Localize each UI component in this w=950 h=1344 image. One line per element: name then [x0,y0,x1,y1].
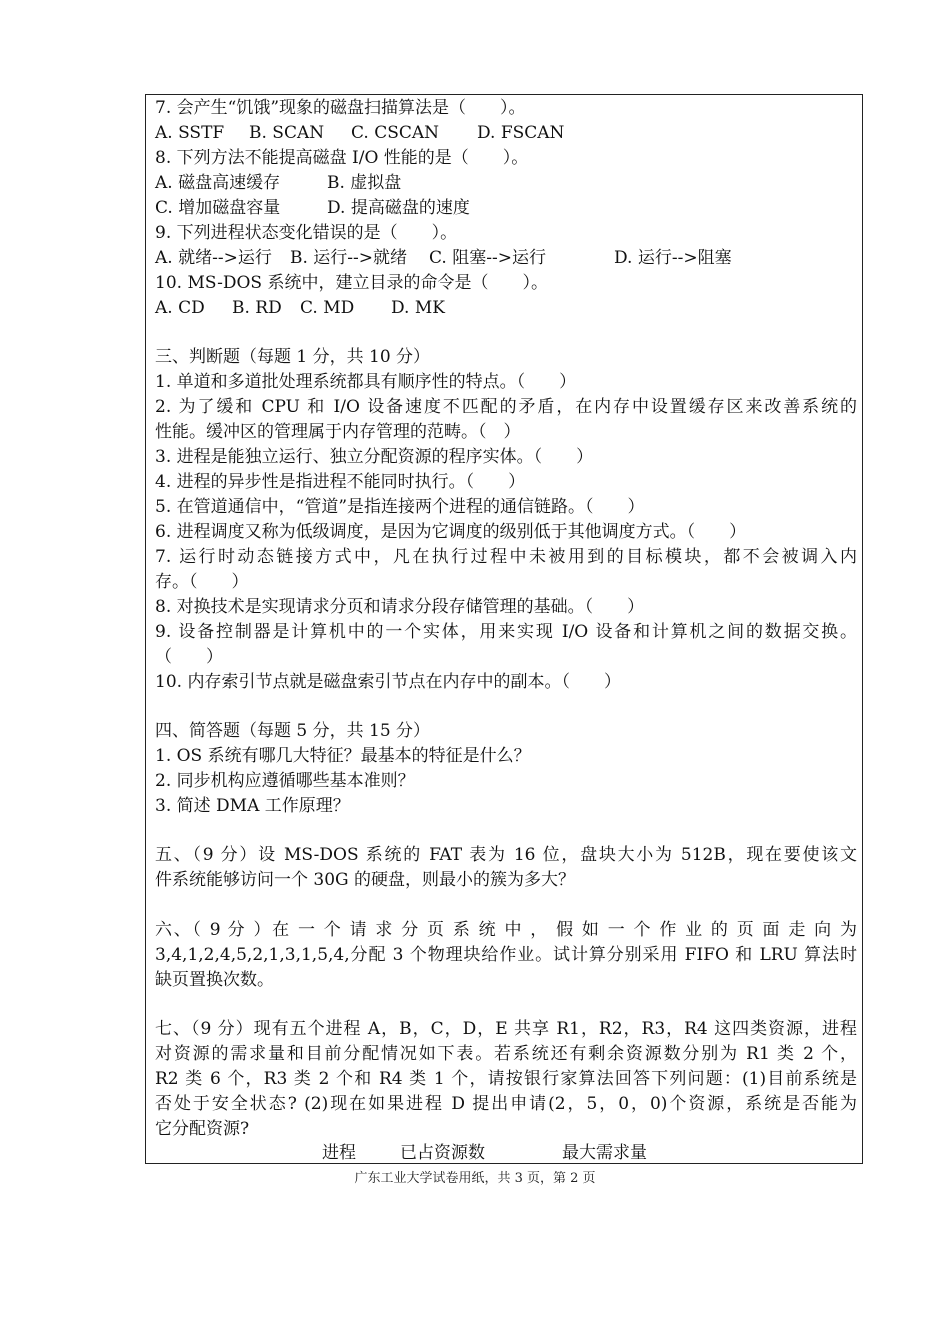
text-line: 件系统能够访问一个 30G 的硬盘，则最小的簇为多大？ [155,870,576,890]
option-text: D. MK [391,298,445,318]
option-text: A. CD [155,298,205,318]
text-line: 3,4,1,2,4,5,2,1,3,1,5,4,分配 3 个物理块给作业。试计算分别采用 FIFO 和 LRU 算法时 [155,945,857,965]
text-line: 否处于安全状态? (2)现在如果进程 D 提出申请(2，5，0，0)个资源，系统是否能为 [155,1094,857,1114]
option-text: A. 就绪-->运行 [155,248,272,268]
text-line: 10. MS-DOS 系统中，建立目录的命令是（ ）。 [155,273,548,293]
table-header-allocated: 已占资源数 [400,1143,485,1163]
option-text: B. RD [232,298,282,318]
text-line: 缺页置换次数。 [155,970,274,990]
text-line: 3. 简述 DMA 工作原理？ [155,796,350,816]
text-line: 6. 进程调度又称为低级调度，是因为它调度的级别低于其他调度方式。（ ） [155,522,747,542]
text-line: 9. 下列进程状态变化错误的是（ ）。 [155,223,458,243]
text-line: 七、（9 分）现有五个进程 A，B，C，D，E 共享 R1，R2，R3，R4 这四类资源，进程 [155,1019,857,1039]
text-line: 五、（9 分）设 MS-DOS 系统的 FAT 表为 16 位，盘块大小为 512B，现在要使该文 [155,845,857,865]
option-text: D. 运行-->阻塞 [614,248,732,268]
text-line: 六、（ 9 分 ）在 一 个 请 求 分 页 系 统 中 ， 假 如 一 个 作 业 的 页 面 走 向 为 [155,920,857,940]
text-line: （ ） [155,647,223,667]
text-line: 对资源的需求量和目前分配情况如下表。若系统还有剩余资源数分别为 R1 类 2 个， [155,1044,857,1064]
text-line: 2. 同步机构应遵循哪些基本准则？ [155,771,415,791]
text-line: 9. 设备控制器是计算机中的一个实体，用来实现 I/O 设备和计算机之间的数据交换。 [155,622,857,642]
text-line: 8. 对换技术是实现请求分页和请求分段存储管理的基础。（ ） [155,597,645,617]
text-line: R2 类 6 个，R3 类 2 个和 R4 类 1 个，请按银行家算法回答下列问题：(1)目前系统是 [155,1069,857,1089]
option-text: A. SSTF [155,123,225,143]
text-line: 3. 进程是能独立运行、独立分配资源的程序实体。（ ） [155,447,594,467]
table-header-process: 进程 [322,1143,356,1163]
text-line: 1. 单道和多道批处理系统都具有顺序性的特点。（ ） [155,372,577,392]
option-text: B. 运行-->就绪 [290,248,408,268]
text-line: 它分配资源? [155,1119,250,1139]
text-line: 2. 为了缓和 CPU 和 I/O 设备速度不匹配的矛盾，在内存中设置缓存区来改善系统的 [155,397,857,417]
text-line: 4. 进程的异步性是指进程不能同时执行。（ ） [155,472,526,492]
text-line: 7. 会产生“饥饿”现象的磁盘扫描算法是（ ）。 [155,98,526,118]
option-text: C. CSCAN [351,123,440,143]
page-footer: 广东工业大学试卷用纸，共 3 页，第 2 页 [354,1171,596,1186]
text-line: 存。（ ） [155,572,249,592]
option-text: D. FSCAN [477,123,565,143]
table-header-max-need: 最大需求量 [562,1143,647,1163]
text-line: 10. 内存索引节点就是磁盘索引节点在内存中的副本。（ ） [155,672,621,692]
text-line: 性能。缓冲区的管理属于内存管理的范畴。（ ） [155,422,521,442]
option-text: C. 阻塞-->运行 [429,248,546,268]
text-line: 5. 在管道通信中，“管道”是指连接两个进程的通信链路。（ ） [155,497,645,517]
text-line: 7. 运行时动态链接方式中，凡在执行过程中未被用到的目标模块，都不会被调入内 [155,547,857,567]
option-text: D. 提高磁盘的速度 [327,198,470,218]
text-line: 四、简答题（每题 5 分，共 15 分） [155,721,431,741]
option-text: B. 虚拟盘 [327,173,402,193]
option-text: B. SCAN [249,123,325,143]
text-line: 1. OS 系统有哪几大特征？最基本的特征是什么？ [155,746,531,766]
text-line: 三、判断题（每题 1 分，共 10 分） [155,347,431,367]
option-text: A. 磁盘高速缓存 [155,173,281,193]
option-text: C. 增加磁盘容量 [155,198,281,218]
option-text: C. MD [300,298,355,318]
text-line: 8. 下列方法不能提高磁盘 I/O 性能的是（ ）。 [155,148,529,168]
